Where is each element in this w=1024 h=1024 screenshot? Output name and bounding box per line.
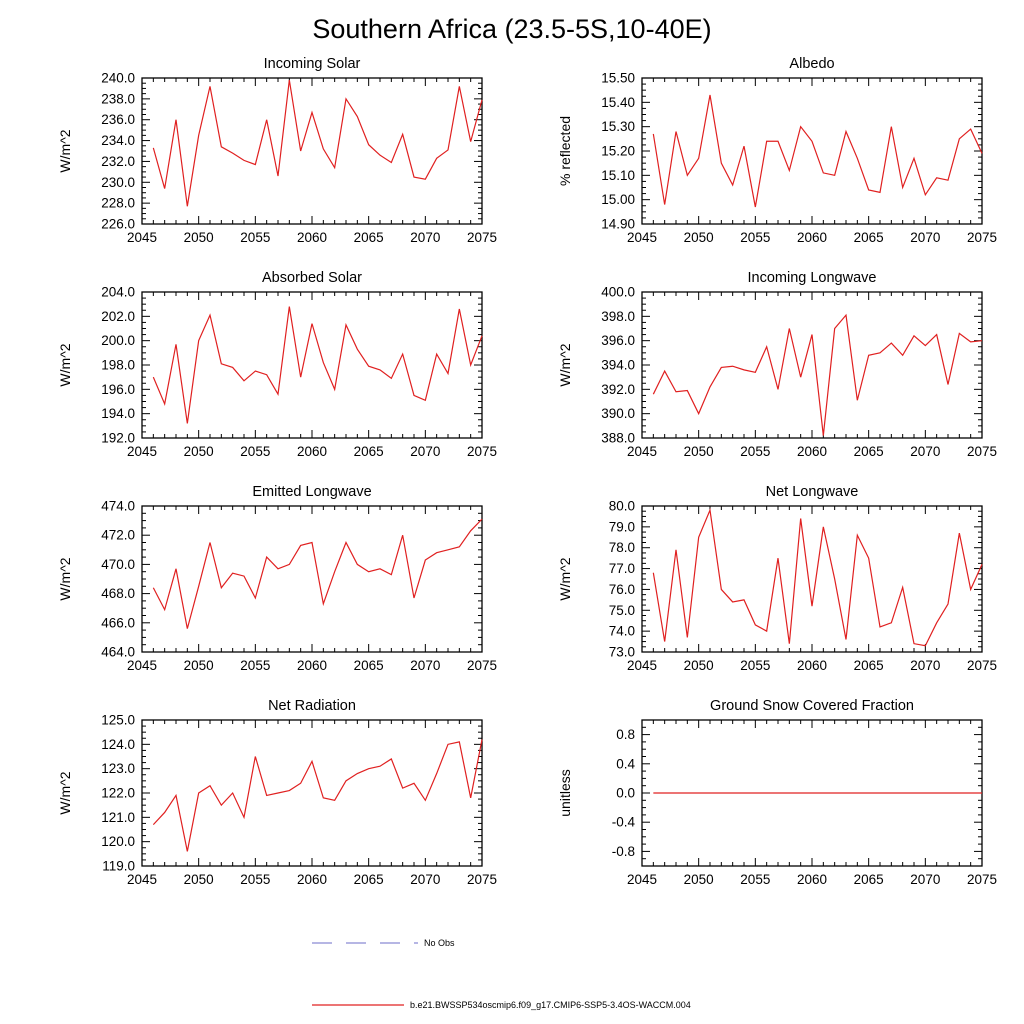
x-tick-label: 2050 xyxy=(183,872,214,887)
x-tick-label: 2060 xyxy=(296,658,328,673)
x-tick-label: 2060 xyxy=(296,872,328,887)
y-tick-label: 121.0 xyxy=(101,809,135,825)
x-tick-label: 2045 xyxy=(126,444,158,459)
y-tick-label: 15.00 xyxy=(601,192,635,208)
y-axis-label: W/m^2 xyxy=(557,557,573,601)
run-label: b.e21.BWSSP534oscmip6.f09_g17.CMIP6-SSP5-3.4OS-WACCM.004 xyxy=(410,1000,691,1010)
chart-absorbed-solar xyxy=(27,270,497,478)
y-axis-label: W/m^2 xyxy=(57,557,73,601)
y-tick-label: 0.4 xyxy=(616,756,635,772)
x-tick-label: 2060 xyxy=(796,230,828,245)
y-tick-label: 15.20 xyxy=(601,143,635,159)
x-tick-label: 2065 xyxy=(353,872,384,887)
x-tick-label: 2075 xyxy=(466,230,497,245)
y-tick-label: 474.0 xyxy=(101,501,135,514)
x-tick-label: 2060 xyxy=(296,230,328,245)
data-line xyxy=(153,519,482,629)
x-tick-label: 2045 xyxy=(626,444,658,459)
plot-frame xyxy=(642,78,982,224)
x-tick-label: 2050 xyxy=(683,872,714,887)
y-tick-label: 464.0 xyxy=(101,644,135,660)
data-line xyxy=(653,315,982,435)
legend-item-run xyxy=(312,1000,691,1010)
x-tick-label: 2065 xyxy=(853,230,884,245)
y-tick-label: 79.0 xyxy=(608,519,635,535)
x-tick-label: 2045 xyxy=(126,230,158,245)
chart-title: Incoming Solar xyxy=(263,56,361,72)
y-tick-label: 73.0 xyxy=(608,644,635,660)
y-tick-label: 80.0 xyxy=(608,501,635,514)
y-tick-label: 400.0 xyxy=(601,287,635,300)
y-tick-label: 398.0 xyxy=(601,308,635,324)
x-tick-label: 2060 xyxy=(796,444,828,459)
x-tick-label: 2075 xyxy=(966,230,997,245)
data-line xyxy=(153,739,482,851)
y-tick-label: 226.0 xyxy=(101,216,135,232)
x-tick-label: 2065 xyxy=(853,444,884,459)
y-tick-label: 78.0 xyxy=(608,540,635,556)
x-tick-label: 2075 xyxy=(966,658,997,673)
y-tick-label: 468.0 xyxy=(101,586,135,602)
x-tick-label: 2060 xyxy=(296,444,328,459)
y-tick-label: 192.0 xyxy=(101,430,135,446)
x-tick-label: 2060 xyxy=(796,872,828,887)
x-tick-label: 2065 xyxy=(353,658,384,673)
chart-area xyxy=(527,715,997,904)
y-tick-label: 396.0 xyxy=(601,333,635,349)
plot-canvas xyxy=(527,73,997,262)
y-tick-label: 124.0 xyxy=(101,736,135,752)
y-tick-label: 76.0 xyxy=(608,581,635,597)
y-tick-label: 394.0 xyxy=(601,357,635,373)
chart-title: Ground Snow Covered Fraction xyxy=(710,698,914,714)
y-tick-label: 470.0 xyxy=(101,556,135,572)
y-tick-label: 196.0 xyxy=(101,381,135,397)
y-tick-label: 77.0 xyxy=(608,561,635,577)
y-tick-label: 15.40 xyxy=(601,94,635,110)
plot-frame xyxy=(142,78,482,224)
chart-title: Albedo xyxy=(789,56,835,72)
chart-net-radiation xyxy=(27,698,497,906)
chart-title: Absorbed Solar xyxy=(262,270,362,286)
no-obs-label: No Obs xyxy=(424,938,455,948)
chart-albedo xyxy=(527,56,997,264)
x-tick-label: 2045 xyxy=(626,230,658,245)
x-tick-label: 2060 xyxy=(796,658,828,673)
x-tick-label: 2065 xyxy=(353,444,384,459)
y-tick-label: 122.0 xyxy=(101,785,135,801)
x-tick-label: 2045 xyxy=(626,872,658,887)
x-tick-label: 2070 xyxy=(410,658,441,673)
x-tick-label: 2075 xyxy=(466,658,497,673)
y-tick-label: 198.0 xyxy=(101,357,135,373)
x-tick-label: 2055 xyxy=(740,658,771,673)
x-tick-label: 2075 xyxy=(966,444,997,459)
data-line xyxy=(653,95,982,207)
x-tick-label: 2070 xyxy=(910,872,941,887)
plot-canvas xyxy=(527,287,997,476)
run-line-sample xyxy=(312,1002,404,1008)
plot-frame xyxy=(142,292,482,438)
y-tick-label: 390.0 xyxy=(601,406,635,422)
y-tick-label: 230.0 xyxy=(101,174,135,190)
plot-canvas xyxy=(527,715,997,904)
chart-area xyxy=(527,287,997,476)
x-tick-label: 2065 xyxy=(853,658,884,673)
x-tick-label: 2070 xyxy=(410,872,441,887)
x-tick-label: 2050 xyxy=(683,230,714,245)
plot-frame xyxy=(142,506,482,652)
x-tick-label: 2055 xyxy=(240,658,271,673)
y-tick-label: 14.90 xyxy=(601,216,635,232)
y-tick-label: 234.0 xyxy=(101,133,135,149)
y-tick-label: 472.0 xyxy=(101,527,135,543)
y-tick-label: 228.0 xyxy=(101,195,135,211)
chart-area xyxy=(27,501,497,690)
y-tick-label: 120.0 xyxy=(101,834,135,850)
chart-incoming-longwave xyxy=(527,270,997,478)
x-tick-label: 2075 xyxy=(966,872,997,887)
x-tick-label: 2075 xyxy=(466,444,497,459)
y-tick-label: 123.0 xyxy=(101,761,135,777)
y-tick-label: 15.30 xyxy=(601,119,635,135)
y-axis-label: W/m^2 xyxy=(57,129,73,173)
y-tick-label: 194.0 xyxy=(101,406,135,422)
legend xyxy=(312,938,691,1010)
plot-frame xyxy=(142,720,482,866)
x-tick-label: 2050 xyxy=(183,444,214,459)
y-tick-label: 0.8 xyxy=(616,727,635,743)
y-tick-label: 202.0 xyxy=(101,308,135,324)
legend-item-no-obs xyxy=(312,938,691,948)
figure-title: Southern Africa (23.5-5S,10-40E) xyxy=(312,14,712,44)
chart-area xyxy=(27,715,497,904)
y-axis-label: % reflected xyxy=(557,115,573,187)
y-tick-label: 392.0 xyxy=(601,381,635,397)
x-tick-label: 2055 xyxy=(740,230,771,245)
x-tick-label: 2050 xyxy=(183,230,214,245)
x-tick-label: 2045 xyxy=(126,872,158,887)
y-tick-label: 388.0 xyxy=(601,430,635,446)
y-axis-label: W/m^2 xyxy=(57,771,73,815)
y-tick-label: 238.0 xyxy=(101,91,135,107)
chart-title: Net Radiation xyxy=(268,698,356,714)
plot-canvas xyxy=(27,501,497,690)
y-tick-label: 74.0 xyxy=(608,623,635,639)
y-tick-label: 466.0 xyxy=(101,615,135,631)
plot-frame xyxy=(642,506,982,652)
y-tick-label: -0.8 xyxy=(611,843,635,859)
x-tick-label: 2055 xyxy=(240,444,271,459)
charts-grid xyxy=(27,56,997,906)
chart-incoming-solar xyxy=(27,56,497,264)
y-tick-label: 75.0 xyxy=(608,602,635,618)
x-tick-label: 2065 xyxy=(353,230,384,245)
data-line xyxy=(153,307,482,424)
x-tick-label: 2055 xyxy=(740,872,771,887)
chart-title: Emitted Longwave xyxy=(252,484,372,500)
x-tick-label: 2070 xyxy=(910,444,941,459)
data-line xyxy=(653,510,982,646)
y-axis-label: unitless xyxy=(557,769,573,817)
y-tick-label: 125.0 xyxy=(101,715,135,728)
chart-area xyxy=(527,73,997,262)
x-tick-label: 2050 xyxy=(683,444,714,459)
x-tick-label: 2050 xyxy=(183,658,214,673)
y-tick-label: 0.0 xyxy=(616,785,635,801)
y-tick-label: 15.50 xyxy=(601,73,635,86)
x-tick-label: 2045 xyxy=(626,658,658,673)
x-tick-label: 2045 xyxy=(126,658,158,673)
chart-area xyxy=(527,501,997,690)
y-tick-label: 200.0 xyxy=(101,333,135,349)
y-tick-label: -0.4 xyxy=(611,814,635,830)
x-tick-label: 2065 xyxy=(853,872,884,887)
x-tick-label: 2055 xyxy=(240,872,271,887)
x-tick-label: 2070 xyxy=(910,230,941,245)
chart-net-longwave xyxy=(527,484,997,692)
chart-emitted-longwave xyxy=(27,484,497,692)
x-tick-label: 2070 xyxy=(410,230,441,245)
y-tick-label: 119.0 xyxy=(102,858,135,874)
y-tick-label: 236.0 xyxy=(101,112,135,128)
x-tick-label: 2070 xyxy=(910,658,941,673)
y-axis-label: W/m^2 xyxy=(57,343,73,387)
x-tick-label: 2055 xyxy=(240,230,271,245)
data-line xyxy=(153,80,482,206)
plot-canvas xyxy=(27,715,497,904)
no-obs-dashed-line xyxy=(312,940,418,946)
y-tick-label: 204.0 xyxy=(101,287,135,300)
chart-title: Net Longwave xyxy=(765,484,859,500)
chart-area xyxy=(27,287,497,476)
y-tick-label: 240.0 xyxy=(101,73,135,86)
y-tick-label: 232.0 xyxy=(101,153,135,169)
plot-canvas xyxy=(527,501,997,690)
chart-title: Incoming Longwave xyxy=(747,270,877,286)
x-tick-label: 2050 xyxy=(683,658,714,673)
plot-frame xyxy=(642,292,982,438)
x-tick-label: 2075 xyxy=(466,872,497,887)
chart-ground-snow-covered-fraction xyxy=(527,698,997,906)
x-tick-label: 2070 xyxy=(410,444,441,459)
y-tick-label: 15.10 xyxy=(601,167,635,183)
chart-area xyxy=(27,73,497,262)
y-axis-label: W/m^2 xyxy=(557,343,573,387)
plot-canvas xyxy=(27,73,497,262)
x-tick-label: 2055 xyxy=(740,444,771,459)
plot-canvas xyxy=(27,287,497,476)
